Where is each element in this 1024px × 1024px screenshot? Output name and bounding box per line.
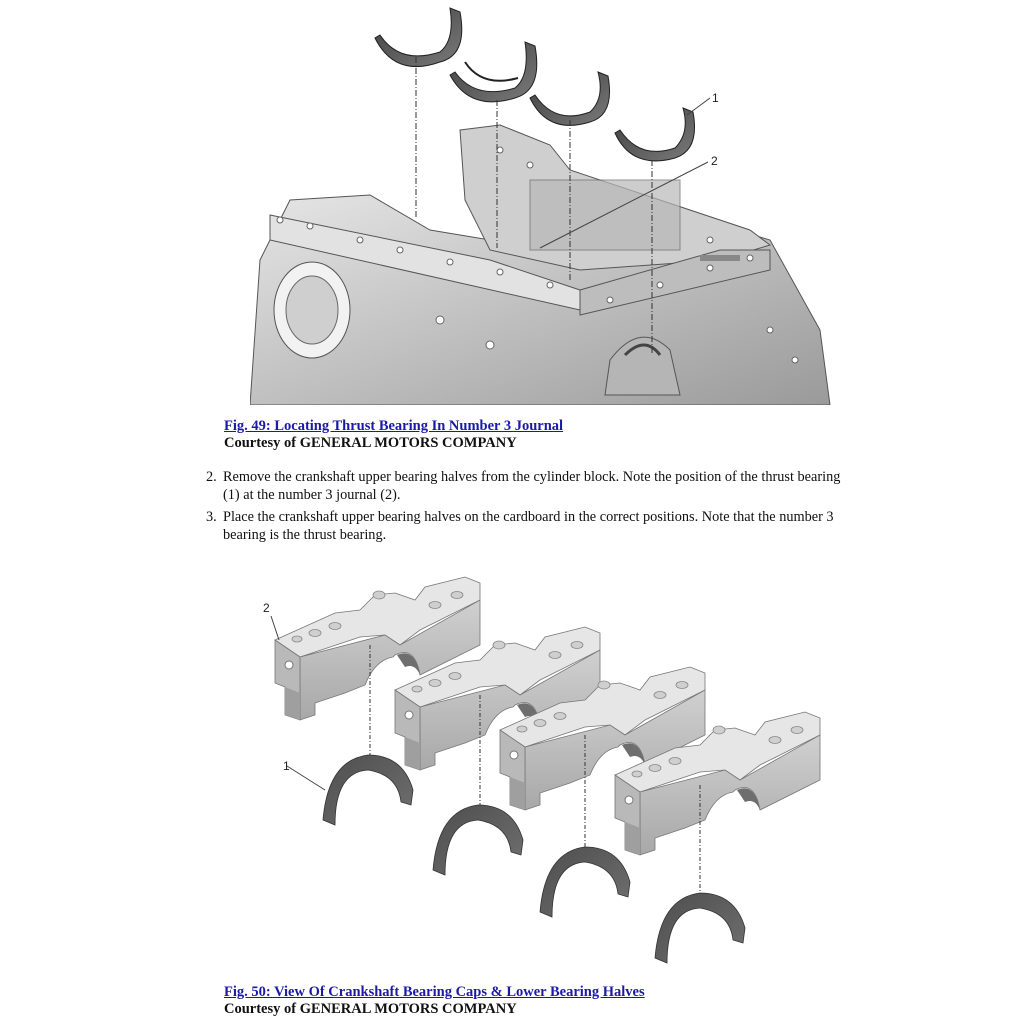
step-2 (206, 468, 846, 504)
figure-50-illustration (255, 570, 825, 970)
figure-49-illustration (250, 0, 850, 405)
step-text: Remove the crankshaft upper bearing halves from the cylinder block. Note the position of the thrust bearing (1) at the number 3 journal (2). (223, 469, 841, 503)
figure-49-link[interactable]: Fig. 49: Locating Thrust Bearing In Number 3 Journal (224, 418, 564, 434)
step-3 (206, 508, 846, 544)
figure-50-link[interactable]: Fig. 50: View Of Crankshaft Bearing Caps & Lower Bearing Halves (224, 984, 645, 1000)
figure-50-courtesy: Courtesy of GENERAL MOTORS COMPANY (224, 1001, 517, 1017)
step-text: Place the crankshaft upper bearing halves on the cardboard in the correct positions. Note that the number 3 bearing is the thrust bearing. (223, 509, 834, 543)
cylinder-block-drawing (250, 0, 850, 405)
callout-2: 2 (711, 154, 718, 168)
procedure-steps (206, 468, 846, 548)
figure-49-courtesy: Courtesy of GENERAL MOTORS COMPANY (224, 435, 517, 451)
figure-49-caption (224, 418, 563, 452)
bearing-caps (275, 577, 820, 855)
upper-bearing-halves (375, 8, 695, 161)
bearing-caps-drawing (255, 570, 825, 970)
callout-1: 1 (712, 91, 719, 105)
callout-2: 2 (263, 601, 270, 615)
step-number: 2. (206, 469, 217, 485)
figure-50-caption (224, 984, 645, 1018)
step-number: 3. (206, 509, 217, 525)
callout-1: 1 (283, 759, 290, 773)
cylinder-block (250, 125, 830, 405)
